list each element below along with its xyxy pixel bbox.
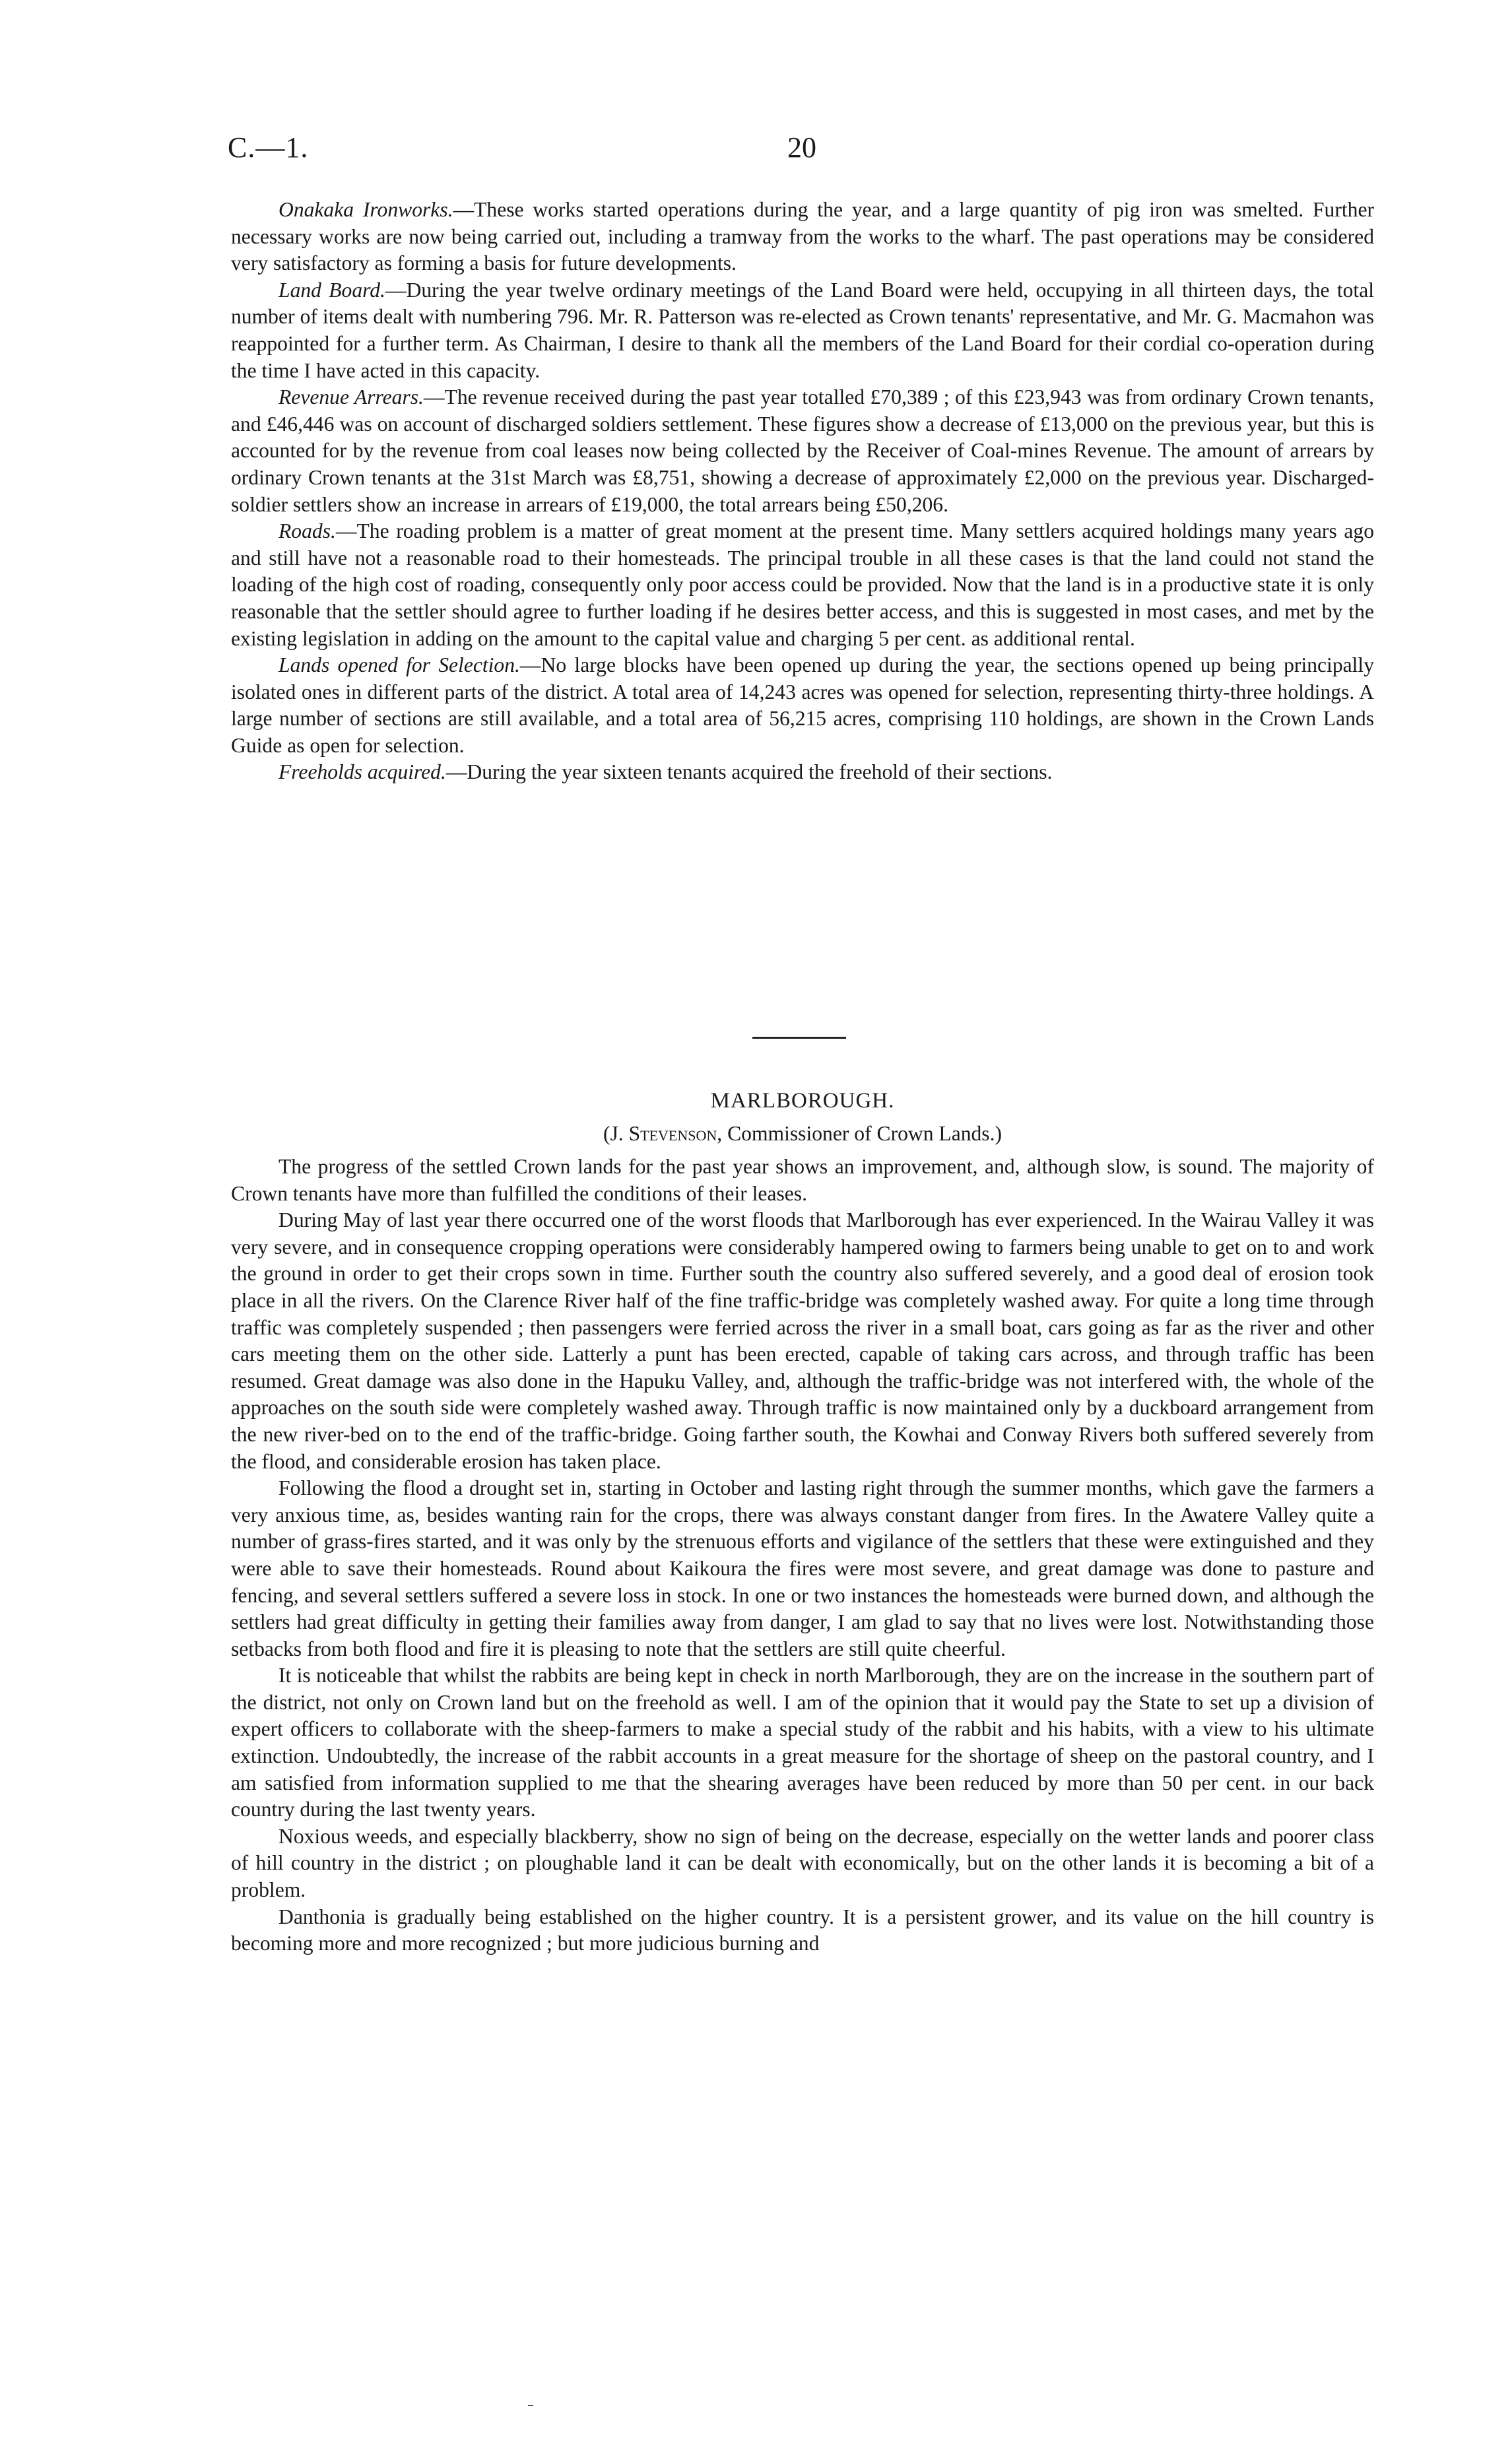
section-author xyxy=(231,1122,1374,1146)
section-divider xyxy=(752,1037,846,1039)
paragraph-land-board xyxy=(231,277,1374,384)
paragraph-drought: Following the flood a drought set in, starting in October and lasting right through the summer months, which gave the farmers a very anxious time, as, besides wanting rain for the crops, there was always constant danger from fires. In the Awatere Valley quite a number of grass-fires started, and it was only by the strenuous efforts and vigilance of the settlers that these were extinguished and they were able to save their homesteads. Round about Kaikoura the fires were most severe, and great damage was done to pasture and fencing, and several settlers suffered a severe loss in stock. In one or two instances the homesteads were burned down, and although the settlers had great difficulty in getting their families away from danger, I am glad to say that no lives were lost. Notwithstanding those setbacks from both flood and fire it is pleasing to note that the settlers are still quite cheerful. xyxy=(231,1476,1374,1660)
marlborough-section-body xyxy=(231,1154,1374,1957)
paragraph-freeholds-acquired xyxy=(231,759,1374,786)
paragraph-progress: The progress of the settled Crown lands for the past year shows an improvement, and, although slow, is sound. The majority of Crown tenants have more than fulfilled the conditions of their leases. xyxy=(231,1155,1374,1205)
paragraph-noxious-weeds: Noxious weeds, and especially blackberry, show no sign of being on the decrease, especially on the wetter lands and poorer class of hill country in the district ; on ploughable land it can be dealt with economically, but on the other lands it is becoming a bit of a problem. xyxy=(231,1824,1374,1902)
page-header xyxy=(228,131,1376,170)
paragraph-lead: Freeholds acquired. xyxy=(279,760,446,784)
paragraph-text: —The roading problem is a matter of great moment at the present time. Many settlers acquired holdings many years ago and still have not a reasonable road to their homesteads. The principal trouble in all these cases is that the land could not stand the loading of the high cost of roading, consequently only poor access could be provided. Now that the land is in a productive state it is only reasonable that the settler should agree to further loading if he desires better access, and this is suggested in most cases, and met by the existing legislation in adding on the amount to the capital value and charging 5 per cent. as additional rental. xyxy=(231,519,1374,650)
paragraph-lead: Land Board. xyxy=(279,278,385,302)
paragraph-danthonia: Danthonia is gradually being established on the higher country. It is a persistent grower, and its value on the hill country is becoming more and more recognized ; but more judicious burning and xyxy=(231,1905,1374,1955)
author-rest: , Commissioner of Crown Lands.) xyxy=(717,1122,1003,1145)
stray-ink-mark xyxy=(528,2405,533,2406)
paragraph-revenue-arrears xyxy=(231,384,1374,518)
paragraph-lands-opened xyxy=(231,652,1374,759)
paragraph-lead: Revenue Arrears. xyxy=(279,385,424,409)
paragraph-lead: Onakaka Ironworks. xyxy=(279,198,453,221)
author-name: Stevenson xyxy=(628,1122,717,1145)
paragraph-rabbits: It is noticeable that whilst the rabbits are being kept in check in north Marlborough, they are on the increase in the southern part of the district, not only on Crown land but on the freehold as well. I am of the opinion that it would pay the State to set up a division of expert officers to collaborate with the sheep-farmers to make a special study of the rabbit and his habits, with a view to his ultimate extinction. Undoubtedly, the increase of the rabbit accounts in a great measure for the shortage of sheep on the pastoral country, and I am satisfied from information supplied to me that the shearing averages have been reduced by more than 50 per cent. in our back country during the last twenty years. xyxy=(231,1664,1374,1821)
page-number: 20 xyxy=(787,131,816,164)
section-title: MARLBOROUGH. xyxy=(710,1089,895,1113)
paragraph-lead: Lands opened for Selection. xyxy=(279,653,520,677)
paragraph-text: —During the year sixteen tenants acquired the freehold of their sections. xyxy=(445,760,1053,784)
paragraph-text: —During the year twelve ordinary meetings of the Land Board were held, occupying in all thirteen days, the total number of items dealt with numbering 796. Mr. R. Patterson was re-elected as Crown tenants' representative, and Mr. G. Macmahon was reappointed for a further term. As Chairman, I desire to thank all the members of the Land Board for their cordial co-operation during the time I have acted in this capacity. xyxy=(231,278,1374,382)
nelson-section-body xyxy=(231,197,1374,786)
paragraph-text: —No large blocks have been opened up during the year, the sections opened up being principally isolated ones in different parts of the district. A total area of 14,243 acres was opened for selection, representing thirty-three holdings. A large number of sections are still available, and a total area of 56,215 acres, comprising 110 holdings, are shown in the Crown Lands Guide as open for selection. xyxy=(231,653,1374,757)
paragraph-text: —The revenue received during the past year totalled £70,389 ; of this £23,943 was from ordinary Crown tenants, and £46,446 was on account of discharged soldiers settlement. These figures show a decrease of £13,000 on the previous year, but this is accounted for by the revenue from coal leases now being collected by the Receiver of Coal-mines Revenue. The amount of arrears by ordinary Crown tenants at the 31st March was £8,751, showing a decrease of approximately £2,000 on the previous year. Discharged-soldier settlers show an increase in arrears of £19,000, the total arrears being £50,206. xyxy=(231,385,1374,516)
paragraph-text: —These works started operations during the year, and a large quantity of pig iron was smelted. Further necessary works are now being carried out, including a tramway from the works to the wharf. The past operations may be considered very satisfactory as forming a basis for future developments. xyxy=(231,198,1374,275)
paragraph-flood: During May of last year there occurred one of the worst floods that Marlborough has ever experienced. In the Wairau Valley it was very severe, and in consequence cropping operations were considerably hampered owing to farmers being unable to get on to and work the ground in order to get their crops sown in time. Further south the country also suffered severely, and a good deal of erosion took place in all the rivers. On the Clarence River half of the fine traffic-bridge was completely washed away. For quite a long time through traffic was completely suspended ; then passengers were ferried across the river in a small boat, cars going as far as the river and other cars meeting them on the other side. Latterly a punt has been erected, capable of taking cars across, and through traffic has been resumed. Great damage was also done in the Hapuku Valley, and, although the traffic-bridge was not interfered with, the whole of the approaches on the south side were completely washed away. Through traffic is now maintained only by a duckboard arrangement from the new river-bed on to the end of the traffic-bridge. Going farther south, the Kowhai and Conway Rivers both suffered severely from the flood, and considerable erosion has taken place. xyxy=(231,1208,1374,1473)
paragraph-roads xyxy=(231,518,1374,652)
paragraph-lead: Roads. xyxy=(279,519,336,543)
document-reference: C.—1. xyxy=(228,131,309,164)
paragraph-onakaka-ironworks xyxy=(231,197,1374,277)
author-open: (J. xyxy=(603,1122,629,1145)
